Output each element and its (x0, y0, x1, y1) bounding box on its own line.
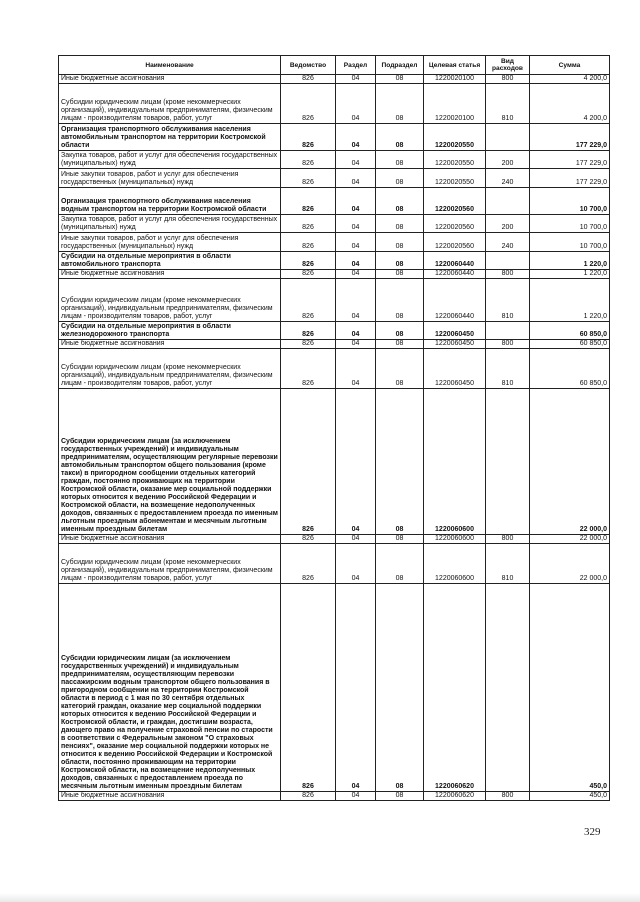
table-row (59, 389, 610, 535)
cell-subsection: 08 (376, 124, 424, 151)
cell-subsection: 08 (376, 340, 424, 349)
cell-section: 04 (336, 279, 376, 322)
cell-dept: 826 (281, 279, 336, 322)
cell-target: 1220060600 (424, 535, 486, 544)
table-row (59, 124, 610, 151)
table-row (59, 151, 610, 169)
cell-subsection: 08 (376, 188, 424, 215)
cell-dept: 826 (281, 322, 336, 340)
cell-exp-type: 800 (486, 535, 530, 544)
cell-dept: 826 (281, 349, 336, 389)
cell-exp-type: 800 (486, 270, 530, 279)
cell-section: 04 (336, 124, 376, 151)
cell-sum: 10 700,0 (530, 188, 610, 215)
cell-subsection: 08 (376, 233, 424, 252)
cell-dept: 826 (281, 215, 336, 233)
cell-dept: 826 (281, 252, 336, 270)
cell-sum: 60 850,0 (530, 340, 610, 349)
cell-section: 04 (336, 151, 376, 169)
cell-section: 04 (336, 233, 376, 252)
cell-dept: 826 (281, 84, 336, 124)
cell-sum: 10 700,0 (530, 233, 610, 252)
header-dept: Ведомство (281, 56, 336, 75)
cell-section: 04 (336, 188, 376, 215)
table-row (59, 215, 610, 233)
cell-dept: 826 (281, 270, 336, 279)
table-row (59, 252, 610, 270)
cell-target: 1220020560 (424, 233, 486, 252)
cell-sum: 22 000,0 (530, 389, 610, 535)
cell-target: 1220020560 (424, 188, 486, 215)
cell-subsection: 08 (376, 544, 424, 584)
table-row (59, 349, 610, 389)
table-row (59, 544, 610, 584)
cell-name: Закупка товаров, работ и услуг для обеспечения государственных (муниципальных) нужд (59, 151, 281, 169)
cell-dept: 826 (281, 389, 336, 535)
cell-target: 1220020550 (424, 124, 486, 151)
cell-target: 1220060620 (424, 584, 486, 792)
cell-subsection: 08 (376, 270, 424, 279)
cell-name: Субсидии юридическим лицам (за исключением государственных учреждений) и индивидуальным предпринимателям, осуществляющим перевозки пассажирским водным транспортом общего пользования в пригородном сообщении на территории Костромской области в период с 1 мая по 30 сентября отдельных категорий граждан, оказание мер социальной поддержки которых относится к ведению Российской Федерации и Костромской области, и граждан, достигшим возраста, дающего право на получение страховой пенсии по старости в соответствии с Федеральным законом "О страховых пенсиях", оказание мер социальной поддержки которых не относится к ведению Российской Федерации и Костромской области, постоянно проживающим на территории Костромской области, на возмещение недополученных доходов, связанных с предоставлением проезда по месячным льготным именным проездным билетам (59, 584, 281, 792)
cell-target: 1220060450 (424, 340, 486, 349)
cell-name: Иные бюджетные ассигнования (59, 75, 281, 84)
cell-name: Иные закупки товаров, работ и услуг для обеспечения государственных (муниципальных) нужд (59, 233, 281, 252)
cell-dept: 826 (281, 535, 336, 544)
cell-section: 04 (336, 389, 376, 535)
table-row (59, 270, 610, 279)
cell-name: Иные бюджетные ассигнования (59, 270, 281, 279)
cell-exp-type: 810 (486, 279, 530, 322)
cell-name: Субсидии на отдельные мероприятия в области железнодорожного транспорта (59, 322, 281, 340)
cell-section: 04 (336, 544, 376, 584)
cell-section: 04 (336, 340, 376, 349)
cell-exp-type: 810 (486, 84, 530, 124)
cell-sum: 177 229,0 (530, 124, 610, 151)
header-subsection: Подраздел (376, 56, 424, 75)
cell-exp-type: 240 (486, 233, 530, 252)
cell-target: 1220060450 (424, 349, 486, 389)
cell-subsection: 08 (376, 215, 424, 233)
cell-exp-type: 200 (486, 151, 530, 169)
cell-subsection: 08 (376, 169, 424, 188)
cell-section: 04 (336, 252, 376, 270)
cell-dept: 826 (281, 124, 336, 151)
header-exp-type: Вид расходов (486, 56, 530, 75)
cell-target: 1220060620 (424, 792, 486, 801)
scan-edge (0, 893, 640, 902)
cell-section: 04 (336, 169, 376, 188)
cell-subsection: 08 (376, 349, 424, 389)
cell-dept: 826 (281, 340, 336, 349)
cell-name: Субсидии на отдельные мероприятия в области автомобильного транспорта (59, 252, 281, 270)
cell-target: 1220020560 (424, 215, 486, 233)
cell-target: 1220060450 (424, 322, 486, 340)
cell-target: 1220060600 (424, 544, 486, 584)
cell-exp-type: 240 (486, 169, 530, 188)
cell-subsection: 08 (376, 792, 424, 801)
cell-dept: 826 (281, 544, 336, 584)
cell-exp-type: 200 (486, 215, 530, 233)
table-row (59, 322, 610, 340)
cell-dept: 826 (281, 233, 336, 252)
cell-exp-type: 810 (486, 544, 530, 584)
cell-exp-type: 800 (486, 340, 530, 349)
table-row (59, 340, 610, 349)
cell-target: 1220020100 (424, 75, 486, 84)
header-section: Раздел (336, 56, 376, 75)
table-row (59, 188, 610, 215)
cell-sum: 60 850,0 (530, 349, 610, 389)
cell-sum: 22 000,0 (530, 544, 610, 584)
table-header-row (59, 56, 610, 75)
budget-table (58, 55, 610, 801)
cell-sum: 10 700,0 (530, 215, 610, 233)
table-row (59, 584, 610, 792)
table-row (59, 75, 610, 84)
cell-exp-type: 810 (486, 349, 530, 389)
cell-subsection: 08 (376, 279, 424, 322)
cell-section: 04 (336, 792, 376, 801)
document-page (58, 55, 609, 801)
cell-exp-type (486, 188, 530, 215)
cell-exp-type (486, 124, 530, 151)
cell-sum: 177 229,0 (530, 169, 610, 188)
cell-section: 04 (336, 270, 376, 279)
cell-subsection: 08 (376, 151, 424, 169)
cell-target: 1220020550 (424, 151, 486, 169)
cell-sum: 60 850,0 (530, 322, 610, 340)
cell-sum: 4 200,0 (530, 75, 610, 84)
cell-sum: 1 220,0 (530, 279, 610, 322)
cell-dept: 826 (281, 151, 336, 169)
cell-exp-type (486, 389, 530, 535)
cell-sum: 4 200,0 (530, 84, 610, 124)
cell-exp-type (486, 252, 530, 270)
cell-sum: 22 000,0 (530, 535, 610, 544)
cell-name: Субсидии юридическим лицам (кроме некоммерческих организаций), индивидуальным предпринимателям, физическим лицам - производителям товаров, работ, услуг (59, 279, 281, 322)
cell-target: 1220020100 (424, 84, 486, 124)
cell-target: 1220020550 (424, 169, 486, 188)
cell-name: Организация транспортного обслуживания населения водным транспортом на территории Костромской области (59, 188, 281, 215)
cell-name: Закупка товаров, работ и услуг для обеспечения государственных (муниципальных) нужд (59, 215, 281, 233)
cell-name: Субсидии юридическим лицам (за исключением государственных учреждений) и индивидуальным предпринимателям, осуществляющим регулярные перевозки автомобильным транспортом общего пользования (кроме такси) в пригородном сообщении отдельных категорий граждан, постоянно проживающих на территории Костромской области, оказание мер социальной поддержки которых относится к ведению Российской Федерации и Костромской области, на возмещение недополученных доходов, связанных с предоставлением проезда по именным льготным проездным абонементам и месячным льготным именным проездным билетам (59, 389, 281, 535)
cell-target: 1220060440 (424, 279, 486, 322)
cell-subsection: 08 (376, 75, 424, 84)
cell-dept: 826 (281, 75, 336, 84)
page-number: 329 (584, 826, 601, 838)
cell-name: Иные бюджетные ассигнования (59, 340, 281, 349)
cell-exp-type (486, 322, 530, 340)
cell-target: 1220060440 (424, 252, 486, 270)
cell-section: 04 (336, 535, 376, 544)
header-sum: Сумма (530, 56, 610, 75)
cell-sum: 1 220,0 (530, 252, 610, 270)
cell-exp-type: 800 (486, 75, 530, 84)
cell-name: Субсидии юридическим лицам (кроме некоммерческих организаций), индивидуальным предпринимателям, физическим лицам - производителям товаров, работ, услуг (59, 349, 281, 389)
cell-sum: 1 220,0 (530, 270, 610, 279)
cell-section: 04 (336, 322, 376, 340)
header-name: Наименование (59, 56, 281, 75)
cell-dept: 826 (281, 792, 336, 801)
cell-section: 04 (336, 584, 376, 792)
header-target: Целевая статья (424, 56, 486, 75)
cell-section: 04 (336, 215, 376, 233)
cell-subsection: 08 (376, 535, 424, 544)
cell-section: 04 (336, 349, 376, 389)
cell-subsection: 08 (376, 84, 424, 124)
cell-section: 04 (336, 75, 376, 84)
table-row (59, 169, 610, 188)
table-row (59, 792, 610, 801)
cell-sum: 177 229,0 (530, 151, 610, 169)
cell-subsection: 08 (376, 389, 424, 535)
table-body (59, 75, 610, 801)
cell-exp-type (486, 584, 530, 792)
cell-dept: 826 (281, 188, 336, 215)
table-row (59, 233, 610, 252)
cell-name: Иные бюджетные ассигнования (59, 535, 281, 544)
cell-subsection: 08 (376, 322, 424, 340)
cell-name: Иные закупки товаров, работ и услуг для обеспечения государственных (муниципальных) нужд (59, 169, 281, 188)
cell-sum: 450,0 (530, 584, 610, 792)
cell-subsection: 08 (376, 584, 424, 792)
cell-section: 04 (336, 84, 376, 124)
cell-dept: 826 (281, 169, 336, 188)
table-row (59, 535, 610, 544)
cell-target: 1220060600 (424, 389, 486, 535)
cell-sum: 450,0 (530, 792, 610, 801)
cell-target: 1220060440 (424, 270, 486, 279)
table-row (59, 279, 610, 322)
cell-subsection: 08 (376, 252, 424, 270)
cell-name: Организация транспортного обслуживания населения автомобильным транспортом на территории Костромской области (59, 124, 281, 151)
cell-name: Субсидии юридическим лицам (кроме некоммерческих организаций), индивидуальным предпринимателям, физическим лицам - производителям товаров, работ, услуг (59, 84, 281, 124)
cell-dept: 826 (281, 584, 336, 792)
cell-name: Иные бюджетные ассигнования (59, 792, 281, 801)
cell-exp-type: 800 (486, 792, 530, 801)
cell-name: Субсидии юридическим лицам (кроме некоммерческих организаций), индивидуальным предпринимателям, физическим лицам - производителям товаров, работ, услуг (59, 544, 281, 584)
table-row (59, 84, 610, 124)
